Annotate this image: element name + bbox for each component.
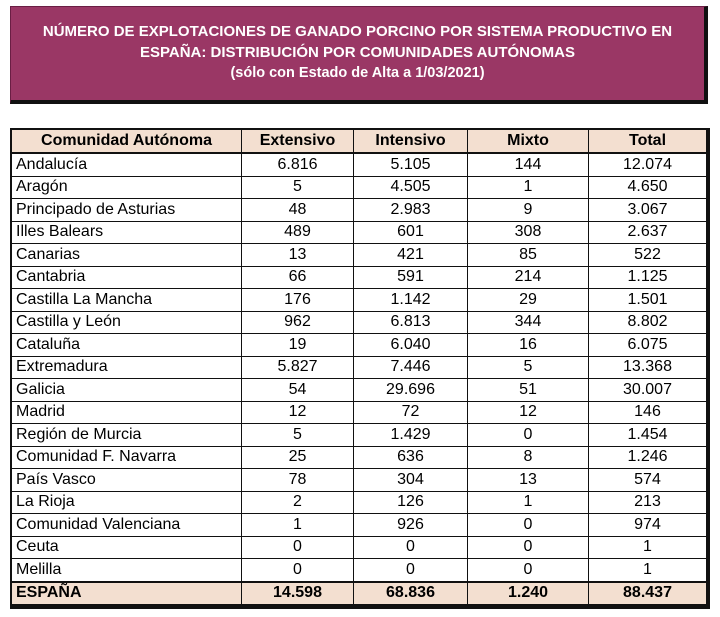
cell-extensivo: 962: [242, 311, 354, 334]
cell-intensivo: 591: [354, 266, 468, 289]
cell-intensivo: 126: [354, 491, 468, 514]
cell-extensivo: 25: [242, 446, 354, 469]
data-table-container: [10, 128, 710, 609]
cell-comunidad: Canarias: [12, 244, 242, 267]
cell-intensivo: 4.505: [354, 176, 468, 199]
cell-mixto: 0: [468, 424, 589, 447]
cell-mixto: 16: [468, 334, 589, 357]
cell-extensivo: 5: [242, 176, 354, 199]
cell-comunidad: Cataluña: [12, 334, 242, 357]
total-cell-extensivo: 14.598: [242, 582, 354, 605]
table-row: [12, 153, 707, 176]
cell-comunidad: Melilla: [12, 559, 242, 582]
cell-comunidad: Región de Murcia: [12, 424, 242, 447]
header-total: Total: [589, 130, 707, 154]
cell-comunidad: Comunidad F. Navarra: [12, 446, 242, 469]
cell-intensivo: 601: [354, 221, 468, 244]
cell-comunidad: Comunidad Valenciana: [12, 514, 242, 537]
cell-mixto: 0: [468, 536, 589, 559]
cell-total: 1: [589, 536, 707, 559]
cell-extensivo: 176: [242, 289, 354, 312]
cell-mixto: 214: [468, 266, 589, 289]
header-intensivo: Intensivo: [354, 130, 468, 154]
cell-intensivo: 7.446: [354, 356, 468, 379]
cell-mixto: 12: [468, 401, 589, 424]
total-cell-mixto: 1.240: [468, 582, 589, 605]
cell-total: 974: [589, 514, 707, 537]
cell-total: 1.501: [589, 289, 707, 312]
cell-intensivo: 29.696: [354, 379, 468, 402]
cell-extensivo: 5.827: [242, 356, 354, 379]
cell-extensivo: 2: [242, 491, 354, 514]
cell-comunidad: País Vasco: [12, 469, 242, 492]
title-line-2: ESPAÑA: DISTRIBUCIÓN POR COMUNIDADES AUTÓNOMAS: [139, 44, 575, 61]
total-cell-intensivo: 68.836: [354, 582, 468, 605]
table-row: [12, 289, 707, 312]
data-table: [11, 129, 707, 605]
total-cell-total: 88.437: [589, 582, 707, 605]
cell-total: 1.454: [589, 424, 707, 447]
cell-mixto: 0: [468, 514, 589, 537]
cell-intensivo: 1.142: [354, 289, 468, 312]
cell-intensivo: 0: [354, 559, 468, 582]
cell-extensivo: 12: [242, 401, 354, 424]
cell-comunidad: Ceuta: [12, 536, 242, 559]
table-row: [12, 446, 707, 469]
cell-comunidad: Aragón: [12, 176, 242, 199]
cell-comunidad: Castilla y León: [12, 311, 242, 334]
cell-intensivo: 2.983: [354, 199, 468, 222]
table-row: [12, 356, 707, 379]
table-row: [12, 176, 707, 199]
cell-intensivo: 1.429: [354, 424, 468, 447]
cell-total: 1.125: [589, 266, 707, 289]
cell-intensivo: 5.105: [354, 153, 468, 176]
title-banner: [10, 6, 708, 104]
table-row: [12, 379, 707, 402]
cell-mixto: 308: [468, 221, 589, 244]
cell-comunidad: Extremadura: [12, 356, 242, 379]
title-line-3: (sólo con Estado de Alta a 1/03/2021): [230, 65, 485, 81]
table-row: [12, 244, 707, 267]
cell-extensivo: 5: [242, 424, 354, 447]
cell-extensivo: 78: [242, 469, 354, 492]
cell-total: 522: [589, 244, 707, 267]
table-row: [12, 536, 707, 559]
cell-mixto: 85: [468, 244, 589, 267]
cell-total: 2.637: [589, 221, 707, 244]
cell-comunidad: Galicia: [12, 379, 242, 402]
cell-total: 13.368: [589, 356, 707, 379]
header-comunidad: Comunidad Autónoma: [12, 130, 242, 154]
cell-mixto: 8: [468, 446, 589, 469]
cell-extensivo: 0: [242, 559, 354, 582]
cell-extensivo: 1: [242, 514, 354, 537]
cell-extensivo: 489: [242, 221, 354, 244]
cell-intensivo: 6.040: [354, 334, 468, 357]
cell-intensivo: 421: [354, 244, 468, 267]
cell-intensivo: 926: [354, 514, 468, 537]
cell-extensivo: 66: [242, 266, 354, 289]
cell-mixto: 9: [468, 199, 589, 222]
title-line-1: NÚMERO DE EXPLOTACIONES DE GANADO PORCINO POR SISTEMA PRODUCTIVO EN: [42, 23, 673, 40]
cell-mixto: 1: [468, 491, 589, 514]
header-row: [12, 130, 707, 154]
cell-mixto: 13: [468, 469, 589, 492]
cell-intensivo: 72: [354, 401, 468, 424]
cell-total: 4.650: [589, 176, 707, 199]
cell-total: 6.075: [589, 334, 707, 357]
cell-comunidad: Andalucía: [12, 153, 242, 176]
total-cell-comunidad: ESPAÑA: [12, 582, 242, 605]
cell-extensivo: 0: [242, 536, 354, 559]
cell-extensivo: 48: [242, 199, 354, 222]
cell-comunidad: Cantabria: [12, 266, 242, 289]
cell-total: 213: [589, 491, 707, 514]
cell-mixto: 29: [468, 289, 589, 312]
table-row: [12, 401, 707, 424]
header-extensivo: Extensivo: [242, 130, 354, 154]
cell-intensivo: 304: [354, 469, 468, 492]
table-row: [12, 424, 707, 447]
total-row: [12, 582, 707, 605]
cell-mixto: 344: [468, 311, 589, 334]
cell-comunidad: Madrid: [12, 401, 242, 424]
cell-mixto: 51: [468, 379, 589, 402]
cell-total: 1: [589, 559, 707, 582]
table-row: [12, 311, 707, 334]
table-row: [12, 469, 707, 492]
cell-extensivo: 54: [242, 379, 354, 402]
cell-total: 574: [589, 469, 707, 492]
cell-total: 12.074: [589, 153, 707, 176]
cell-total: 30.007: [589, 379, 707, 402]
cell-mixto: 0: [468, 559, 589, 582]
table-row: [12, 514, 707, 537]
cell-intensivo: 6.813: [354, 311, 468, 334]
cell-intensivo: 636: [354, 446, 468, 469]
cell-extensivo: 19: [242, 334, 354, 357]
table-row: [12, 334, 707, 357]
table-row: [12, 266, 707, 289]
cell-extensivo: 6.816: [242, 153, 354, 176]
cell-total: 146: [589, 401, 707, 424]
cell-extensivo: 13: [242, 244, 354, 267]
cell-mixto: 1: [468, 176, 589, 199]
cell-comunidad: La Rioja: [12, 491, 242, 514]
table-row: [12, 221, 707, 244]
cell-mixto: 144: [468, 153, 589, 176]
cell-total: 1.246: [589, 446, 707, 469]
table-row: [12, 559, 707, 582]
header-mixto: Mixto: [468, 130, 589, 154]
cell-total: 8.802: [589, 311, 707, 334]
table-row: [12, 199, 707, 222]
cell-comunidad: Illes Balears: [12, 221, 242, 244]
cell-comunidad: Castilla La Mancha: [12, 289, 242, 312]
cell-total: 3.067: [589, 199, 707, 222]
cell-mixto: 5: [468, 356, 589, 379]
cell-comunidad: Principado de Asturias: [12, 199, 242, 222]
table-row: [12, 491, 707, 514]
cell-intensivo: 0: [354, 536, 468, 559]
